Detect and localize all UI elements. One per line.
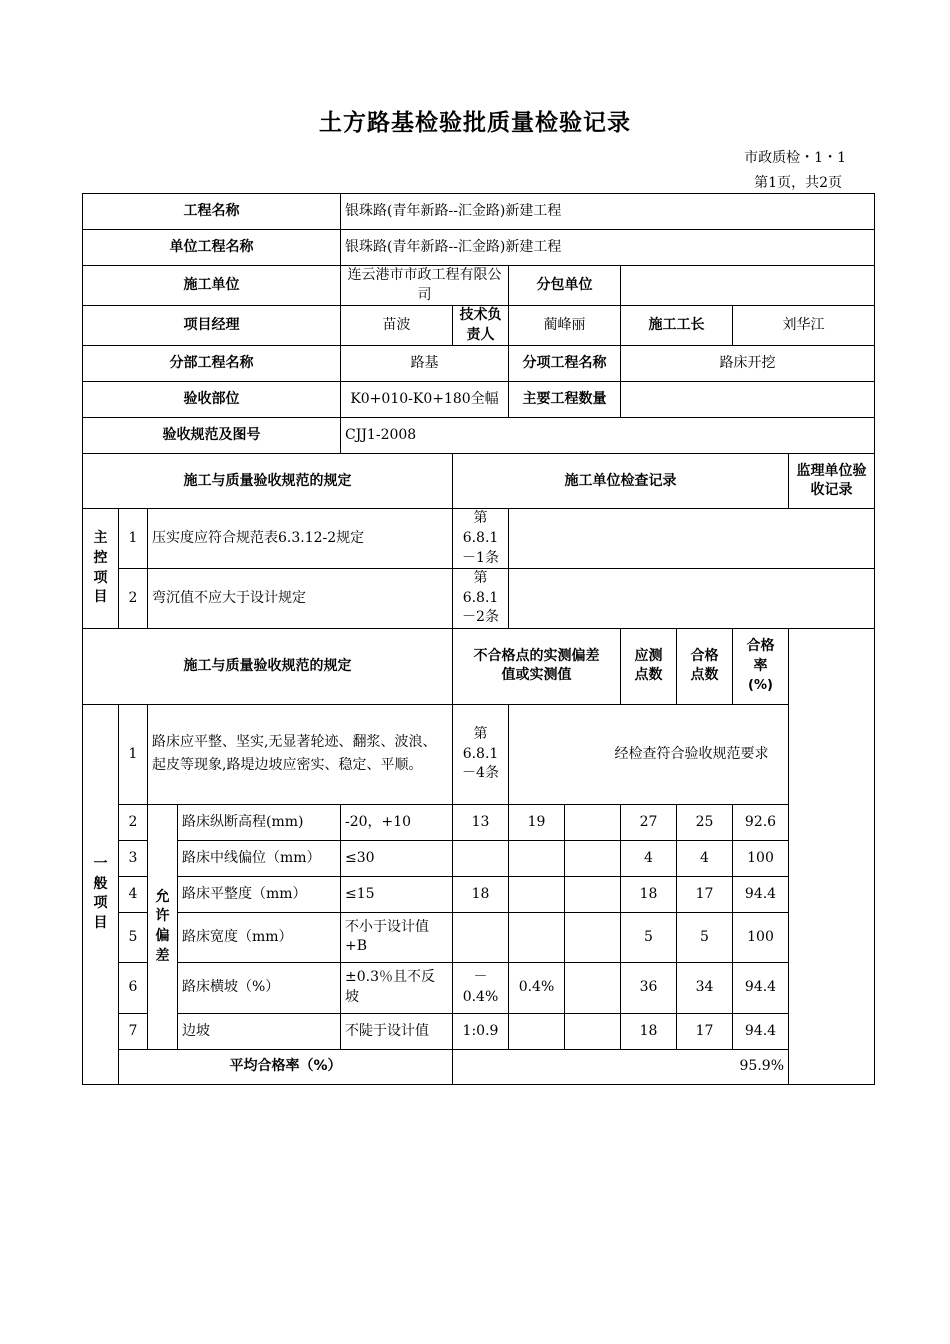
row-no: 3 (119, 840, 148, 876)
project-name-label: 工程名称 (83, 194, 341, 230)
row-name: 路床平整度（mm） (178, 876, 341, 912)
tolerance-row (83, 962, 875, 1013)
row-measure-2: 19 (509, 804, 565, 840)
row-rate: 100 (733, 912, 789, 962)
row-measure-2 (509, 840, 565, 876)
average-row (83, 1049, 875, 1084)
row-measure-1: 1:0.9 (453, 1013, 509, 1049)
should-header: 应测点数 (621, 628, 677, 704)
foreman-value: 刘华江 (733, 306, 875, 346)
contractor-value: 连云港市市政工程有限公司 (341, 266, 509, 306)
row-rate: 100 (733, 840, 789, 876)
row-pass: 4 (677, 840, 733, 876)
item-result: 经检查符合验收规范要求 (509, 704, 875, 804)
row-measure-3 (565, 1013, 621, 1049)
row-tolerance: 不小于设计值+B (341, 912, 453, 962)
row-measure-3 (565, 840, 621, 876)
row-standard (83, 418, 875, 454)
supervisor-header: 监理单位验收记录 (789, 454, 875, 509)
contractor-label: 施工单位 (83, 266, 341, 306)
row-pass: 17 (677, 1013, 733, 1049)
row-rate: 94.4 (733, 962, 789, 1013)
row-measure-3 (565, 962, 621, 1013)
row-section2-header (83, 628, 875, 704)
row-should: 18 (621, 1013, 677, 1049)
row-tolerance: ≤15 (341, 876, 453, 912)
spec-header: 施工与质量验收规范的规定 (83, 454, 453, 509)
row-should: 27 (621, 804, 677, 840)
division-label: 分部工程名称 (83, 346, 341, 382)
quantity-value (621, 382, 875, 418)
spec-header-2: 施工与质量验收规范的规定 (83, 628, 453, 704)
row-measure-1: －0.4% (453, 962, 509, 1013)
location-value: K0+010-K0+180全幅 (341, 382, 509, 418)
item-no: 1 (119, 509, 148, 569)
row-should: 18 (621, 876, 677, 912)
pass-header: 合格点数 (677, 628, 733, 704)
row-pass: 25 (677, 804, 733, 840)
row-measure-1: 13 (453, 804, 509, 840)
row-rate: 94.4 (733, 876, 789, 912)
item-desc: 压实度应符合规范表6.3.12-2规定 (148, 509, 453, 569)
main-control-row-2 (83, 569, 875, 629)
row-rate: 94.4 (733, 1013, 789, 1049)
unit-project-label: 单位工程名称 (83, 230, 341, 266)
row-measure-3 (565, 912, 621, 962)
main-control-group-label: 主控项目 (83, 509, 119, 629)
subitem-label: 分项工程名称 (509, 346, 621, 382)
row-unit-project (83, 230, 875, 266)
general-row-1 (83, 704, 875, 804)
pm-value: 苗波 (341, 306, 453, 346)
page-title: 土方路基检验批质量检验记录 (319, 110, 631, 136)
row-contractor (83, 266, 875, 306)
row-no: 6 (119, 962, 148, 1013)
rate-header: 合格率 (%) (733, 628, 789, 704)
deviation-header: 不合格点的实测偏差值或实测值 (453, 628, 621, 704)
item-desc: 路床应平整、坚实,无显著轮迹、翻浆、波浪、起皮等现象,路堤边坡应密实、稳定、平顺。 (148, 704, 453, 804)
row-should: 4 (621, 840, 677, 876)
row-managers (83, 306, 875, 346)
row-measure-1 (453, 840, 509, 876)
row-division (83, 346, 875, 382)
tech-value: 蔺峰丽 (509, 306, 621, 346)
item-desc: 弯沉值不应大于设计规定 (148, 569, 453, 629)
row-measure-2 (509, 1013, 565, 1049)
tolerance-label: 允许偏差 (148, 804, 178, 1049)
item-clause: 第6.8.1－4条 (453, 704, 509, 804)
row-rate: 92.6 (733, 804, 789, 840)
quantity-label: 主要工程数量 (509, 382, 621, 418)
row-location (83, 382, 875, 418)
average-label: 平均合格率（%） (119, 1049, 453, 1084)
row-measure-3 (565, 804, 621, 840)
row-tolerance: 不陡于设计值 (341, 1013, 453, 1049)
subcontractor-label: 分包单位 (509, 266, 621, 306)
main-control-row-1 (83, 509, 875, 569)
row-measure-3 (565, 876, 621, 912)
tolerance-row (83, 804, 875, 840)
row-should: 36 (621, 962, 677, 1013)
row-measure-1 (453, 912, 509, 962)
row-pass: 5 (677, 912, 733, 962)
subcontractor-value (621, 266, 875, 306)
location-label: 验收部位 (83, 382, 341, 418)
row-measure-2 (509, 876, 565, 912)
subitem-value: 路床开挖 (621, 346, 875, 382)
item-clause: 第6.8.1－1条 (453, 509, 509, 569)
row-no: 2 (119, 804, 148, 840)
tolerance-row (83, 1013, 875, 1049)
row-name: 路床宽度（mm） (178, 912, 341, 962)
tolerance-row (83, 840, 875, 876)
tech-label: 技术负责人 (453, 306, 509, 346)
item-clause: 第6.8.1－2条 (453, 569, 509, 629)
general-group-label: 一般项目 (83, 704, 119, 1084)
row-name: 路床中线偏位（mm） (178, 840, 341, 876)
project-name-value: 银珠路(青年新路--汇金路)新建工程 (341, 194, 875, 230)
row-pass: 17 (677, 876, 733, 912)
row-measure-2: 0.4% (509, 962, 565, 1013)
row-tolerance: ±0.3％且不反坡 (341, 962, 453, 1013)
row-name: 路床纵断高程(mm) (178, 804, 341, 840)
row-name: 边坡 (178, 1013, 341, 1049)
row-project-name (83, 194, 875, 230)
row-tolerance: ≤30 (341, 840, 453, 876)
row-section1-header (83, 454, 875, 509)
tolerance-row (83, 876, 875, 912)
standard-label: 验收规范及图号 (83, 418, 341, 454)
average-value: 95.9% (453, 1049, 789, 1084)
unit-project-value: 银珠路(青年新路--汇金路)新建工程 (341, 230, 875, 266)
page-info: 第1页，共2页 (754, 175, 842, 191)
item-record (509, 509, 875, 569)
record-header: 施工单位检查记录 (453, 454, 789, 509)
standard-value: CJJ1-2008 (341, 418, 875, 454)
row-no: 4 (119, 876, 148, 912)
row-no: 7 (119, 1013, 148, 1049)
row-tolerance: -20，+10 (341, 804, 453, 840)
division-value: 路基 (341, 346, 509, 382)
item-no: 2 (119, 569, 148, 629)
foreman-label: 施工工长 (621, 306, 733, 346)
item-no: 1 (119, 704, 148, 804)
row-measure-2 (509, 912, 565, 962)
row-pass: 34 (677, 962, 733, 1013)
form-code: 市政质检・1・1 (744, 150, 846, 166)
item-record (509, 569, 875, 629)
row-measure-1: 18 (453, 876, 509, 912)
row-name: 路床横坡（%） (178, 962, 341, 1013)
inspection-table (82, 193, 875, 1085)
pm-label: 项目经理 (83, 306, 341, 346)
row-should: 5 (621, 912, 677, 962)
supervisor-blank (789, 628, 875, 1084)
tolerance-row (83, 912, 875, 962)
row-no: 5 (119, 912, 148, 962)
